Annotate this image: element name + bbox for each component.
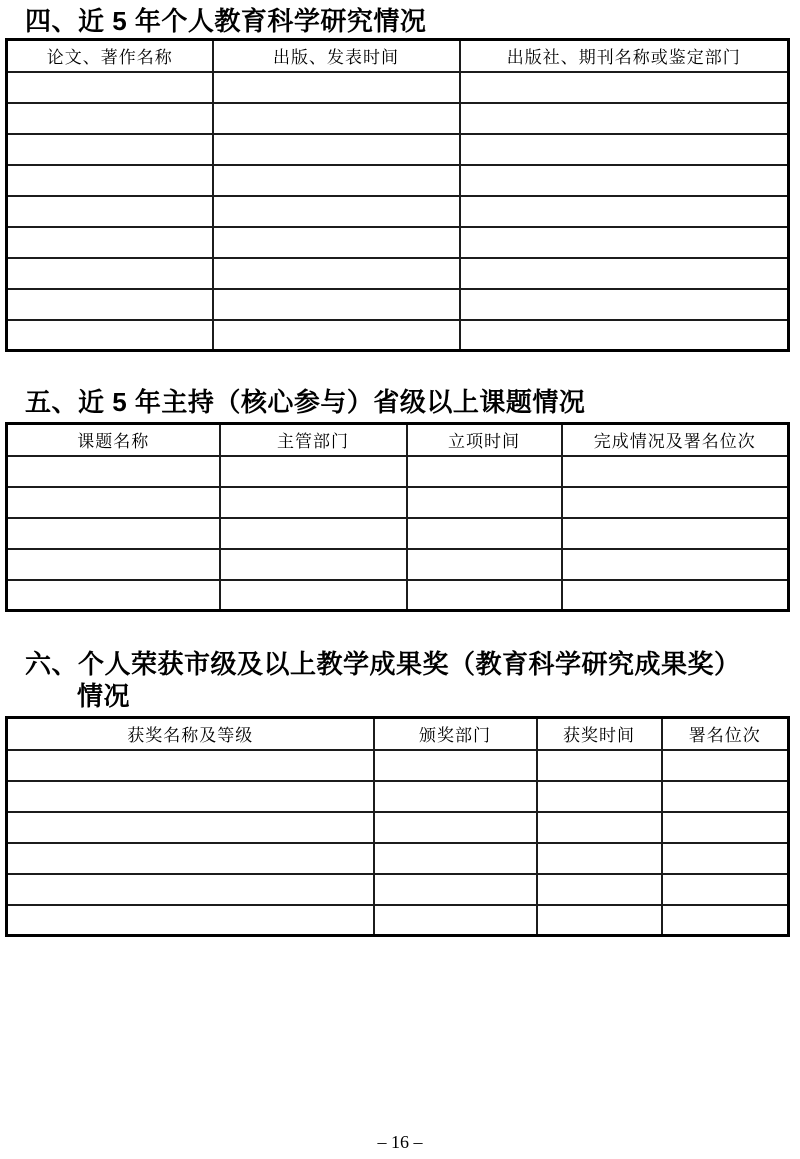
empty-cell[interactable] (7, 456, 220, 487)
empty-cell[interactable] (562, 487, 789, 518)
empty-cell[interactable] (220, 580, 407, 611)
empty-cell[interactable] (374, 905, 537, 936)
empty-cell[interactable] (374, 781, 537, 812)
research-publications-table (5, 38, 790, 352)
column-header-approval-date: 立项时间 (407, 424, 562, 456)
empty-cell[interactable] (562, 549, 789, 580)
table-row (7, 812, 789, 843)
empty-cell[interactable] (7, 165, 213, 196)
empty-cell[interactable] (220, 487, 407, 518)
section-6-title (25, 648, 800, 712)
empty-cell[interactable] (562, 518, 789, 549)
empty-cell[interactable] (7, 874, 374, 905)
empty-cell[interactable] (220, 518, 407, 549)
column-header-award-name-level: 获奖名称及等级 (7, 718, 374, 750)
table-row (7, 103, 789, 134)
empty-cell[interactable] (460, 165, 789, 196)
table-row (7, 487, 789, 518)
column-header-award-date: 获奖时间 (537, 718, 662, 750)
empty-cell[interactable] (537, 905, 662, 936)
empty-cell[interactable] (460, 289, 789, 320)
section-6-title-line2: 情况 (77, 681, 131, 711)
empty-cell[interactable] (662, 812, 789, 843)
empty-cell[interactable] (562, 580, 789, 611)
empty-cell[interactable] (213, 196, 460, 227)
empty-cell[interactable] (662, 781, 789, 812)
projects-table (5, 422, 790, 612)
empty-cell[interactable] (213, 134, 460, 165)
table-row (7, 781, 789, 812)
empty-cell[interactable] (213, 320, 460, 351)
table-row (7, 843, 789, 874)
empty-cell[interactable] (7, 487, 220, 518)
column-header-publish-date: 出版、发表时间 (213, 40, 460, 72)
table-row (7, 165, 789, 196)
projects-rows (7, 456, 789, 611)
column-header-awarding-dept: 颁奖部门 (374, 718, 537, 750)
column-header-author-rank: 署名位次 (662, 718, 789, 750)
empty-cell[interactable] (7, 289, 213, 320)
empty-cell[interactable] (562, 456, 789, 487)
empty-cell[interactable] (220, 456, 407, 487)
empty-cell[interactable] (662, 750, 789, 781)
table-row (7, 72, 789, 103)
empty-cell[interactable] (213, 258, 460, 289)
empty-cell[interactable] (374, 843, 537, 874)
column-header-project-name: 课题名称 (7, 424, 220, 456)
empty-cell[interactable] (7, 843, 374, 874)
empty-cell[interactable] (7, 750, 374, 781)
table-row (7, 456, 789, 487)
column-header-completion-rank: 完成情况及署名位次 (562, 424, 789, 456)
empty-cell[interactable] (374, 812, 537, 843)
empty-cell[interactable] (7, 227, 213, 258)
empty-cell[interactable] (7, 196, 213, 227)
empty-cell[interactable] (7, 72, 213, 103)
empty-cell[interactable] (7, 320, 213, 351)
empty-cell[interactable] (7, 812, 374, 843)
header-row (7, 40, 789, 72)
empty-cell[interactable] (7, 905, 374, 936)
section-5-title: 五、近 5 年主持（核心参与）省级以上课题情况 (25, 387, 586, 417)
empty-cell[interactable] (460, 72, 789, 103)
empty-cell[interactable] (407, 549, 562, 580)
table-row (7, 518, 789, 549)
empty-cell[interactable] (460, 320, 789, 351)
table-row (7, 227, 789, 258)
empty-cell[interactable] (7, 518, 220, 549)
column-header-paper-name: 论文、著作名称 (7, 40, 213, 72)
empty-cell[interactable] (662, 843, 789, 874)
empty-cell[interactable] (7, 549, 220, 580)
table-row (7, 134, 789, 165)
empty-cell[interactable] (407, 487, 562, 518)
table-row (7, 874, 789, 905)
table-row (7, 549, 789, 580)
empty-cell[interactable] (7, 134, 213, 165)
awards-table (5, 716, 790, 937)
empty-cell[interactable] (460, 258, 789, 289)
empty-cell[interactable] (460, 227, 789, 258)
table-row (7, 289, 789, 320)
empty-cell[interactable] (537, 781, 662, 812)
empty-cell[interactable] (213, 72, 460, 103)
empty-cell[interactable] (213, 227, 460, 258)
table-row (7, 258, 789, 289)
empty-cell[interactable] (407, 580, 562, 611)
table-row (7, 320, 789, 351)
empty-cell[interactable] (537, 874, 662, 905)
empty-cell[interactable] (213, 165, 460, 196)
empty-cell[interactable] (662, 874, 789, 905)
empty-cell[interactable] (537, 812, 662, 843)
empty-cell[interactable] (662, 905, 789, 936)
empty-cell[interactable] (407, 456, 562, 487)
column-header-supervising-dept: 主管部门 (220, 424, 407, 456)
empty-cell[interactable] (7, 258, 213, 289)
table-row (7, 580, 789, 611)
empty-cell[interactable] (220, 549, 407, 580)
table-row (7, 750, 789, 781)
column-header-publisher: 出版社、期刊名称或鉴定部门 (460, 40, 789, 72)
empty-cell[interactable] (407, 518, 562, 549)
research-publications-rows (7, 72, 789, 351)
empty-cell[interactable] (460, 134, 789, 165)
section-4-title: 四、近 5 年个人教育科学研究情况 (25, 6, 427, 36)
empty-cell[interactable] (460, 103, 789, 134)
empty-cell[interactable] (374, 750, 537, 781)
table-row (7, 905, 789, 936)
empty-cell[interactable] (537, 843, 662, 874)
empty-cell[interactable] (7, 103, 213, 134)
empty-cell[interactable] (374, 874, 537, 905)
empty-cell[interactable] (213, 103, 460, 134)
empty-cell[interactable] (213, 289, 460, 320)
empty-cell[interactable] (7, 781, 374, 812)
page-number: – 16 – (377, 1132, 423, 1152)
header-row (7, 718, 789, 750)
header-row (7, 424, 789, 456)
empty-cell[interactable] (7, 580, 220, 611)
table-row (7, 196, 789, 227)
empty-cell[interactable] (537, 750, 662, 781)
section-6-title-line1: 六、个人荣获市级及以上教学成果奖（教育科学研究成果奖） (25, 649, 741, 679)
awards-rows (7, 750, 789, 936)
empty-cell[interactable] (460, 196, 789, 227)
